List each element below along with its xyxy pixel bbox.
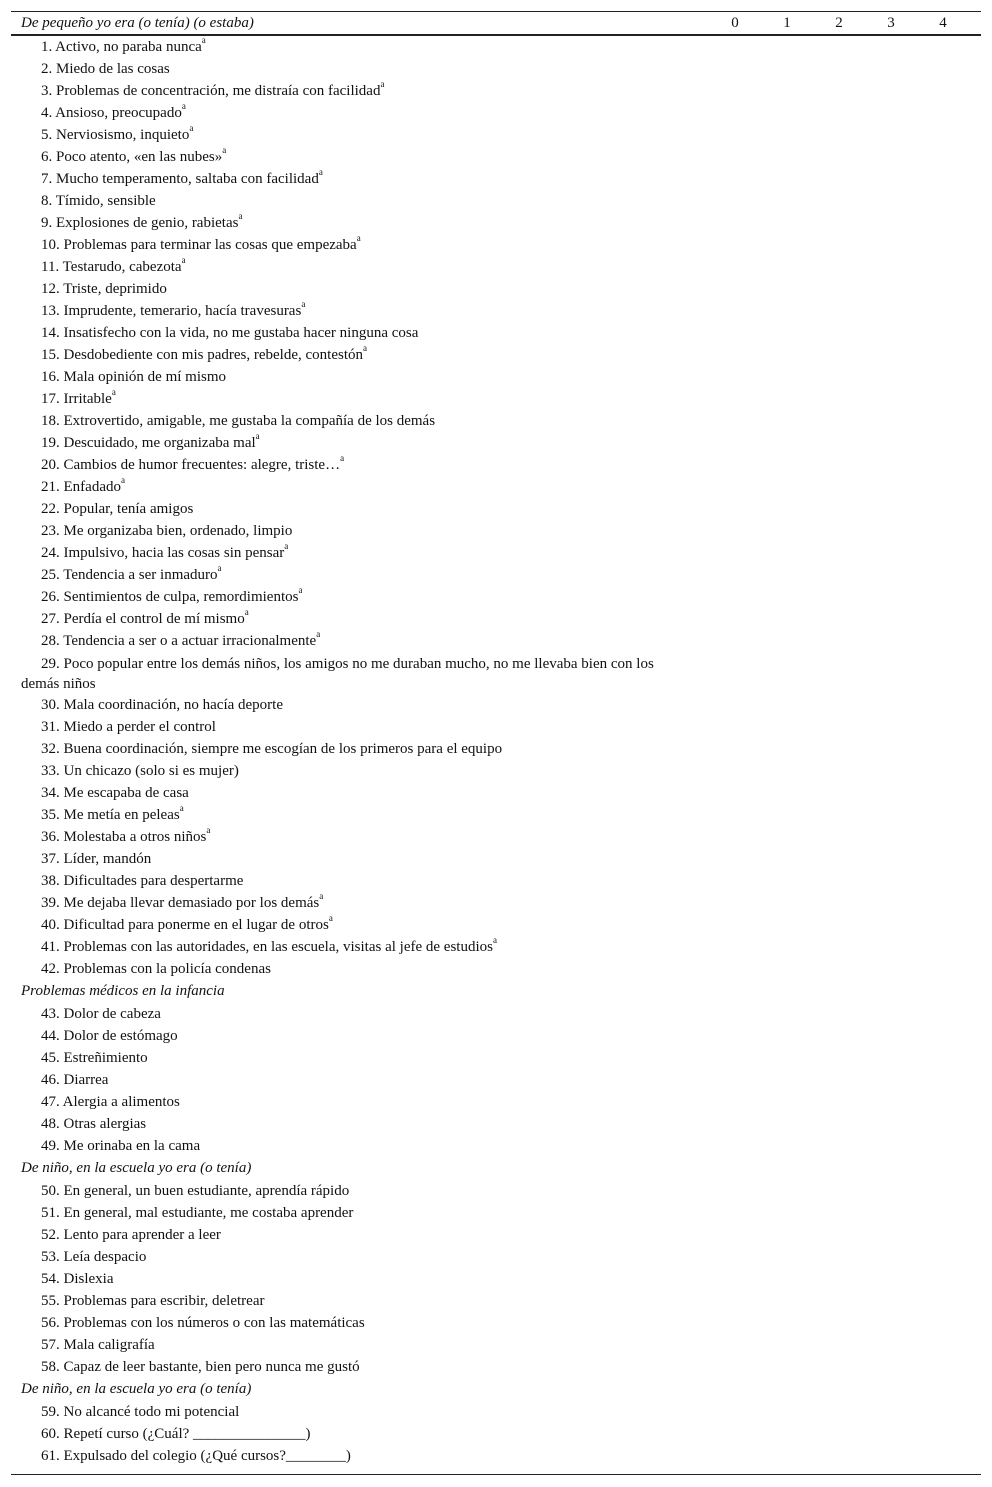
item-text: 22. Popular, tenía amigos [41,501,194,517]
table-row [0,652,992,694]
item-text: 45. Estreñimiento [41,1050,148,1066]
table-row [0,914,992,936]
footnote-mark: a [201,35,206,45]
item-text: 52. Lento para aprender a leer [41,1227,221,1243]
footnote-mark: a [179,803,184,813]
table-row [0,694,992,716]
footnote-mark: a [120,475,125,485]
item-text-continued: demás niños [21,676,96,692]
footnote-mark: a [318,167,323,177]
footnote-mark: a [356,233,361,243]
table-row [0,1312,992,1334]
table-bottom-rule [11,1474,981,1475]
table-row [0,124,992,146]
footnote-mark: a [255,431,260,441]
table-row [0,1268,992,1290]
footnote-mark: a [206,825,211,835]
item-text: 61. Expulsado del colegio (¿Qué cursos?________) [41,1448,351,1464]
table-row [0,388,992,410]
table-row [0,1401,992,1423]
table-row [0,1091,992,1113]
table-row [0,300,992,322]
item-text: 6. Poco atento, «en las nubes» [41,149,223,165]
footnote-mark: a [363,343,367,353]
table-row [0,848,992,870]
table-row [0,1003,992,1025]
table-row [0,936,992,958]
item-text: 5. Nerviosismo, inquieto [41,127,190,143]
table-row [0,102,992,124]
table-row [0,168,992,190]
table-row [0,870,992,892]
table-body [0,36,992,1467]
table-row [0,1290,992,1312]
table-row [0,498,992,520]
item-text: 49. Me orinaba en la cama [41,1138,201,1154]
item-text: 60. Repetí curso (¿Cuál? _______________) [41,1426,311,1442]
footnote-mark: a [492,935,497,945]
footnote-mark: a [244,607,249,617]
table-row [0,1202,992,1224]
item-text: 1. Activo, no paraba nunca [41,39,202,55]
footnote-mark: a [380,79,385,89]
section-heading: De niño, en la escuela yo era (o tenía) [21,1160,252,1176]
item-text: 14. Insatisfecho con la vida, no me gustaba hacer ninguna cosa [41,325,419,341]
footnote-mark: a [319,891,324,901]
table-row [0,344,992,366]
table-row [0,432,992,454]
item-text: 17. Irritable [41,391,112,407]
table-row [0,804,992,826]
item-text: 2. Miedo de las cosas [41,61,170,77]
footnote-mark: a [222,145,227,155]
table-row [0,322,992,344]
item-text: 48. Otras alergias [41,1116,147,1132]
item-text: 54. Dislexia [41,1271,114,1287]
item-text: 20. Cambios de humor frecuentes: alegre, triste… [41,457,341,473]
table-row [0,1423,992,1445]
table-row [0,1180,992,1202]
item-text: 56. Problemas con los números o con las matemáticas [41,1315,365,1331]
scale-4: 4 [939,15,947,31]
table-row [0,1069,992,1091]
table-row [0,366,992,388]
table-row [0,1113,992,1135]
item-text: 55. Problemas para escribir, deletrear [41,1293,265,1309]
item-text: 27. Perdía el control de mí mismo [41,611,245,627]
footnote-mark: a [328,913,333,923]
table-row [0,782,992,804]
item-text: 8. Tímido, sensible [41,193,156,209]
item-text: 19. Descuidado, me organizaba mal [41,435,256,451]
table-row [0,58,992,80]
item-text: 36. Molestaba a otros niños [41,829,207,845]
item-text: 51. En general, mal estudiante, me costaba aprender [41,1205,354,1221]
item-text: 46. Diarrea [41,1072,109,1088]
item-text: 9. Explosiones de genio, rabietas [41,215,239,231]
item-text: 18. Extrovertido, amigable, me gustaba la compañía de los demás [41,413,436,429]
table-row [0,410,992,432]
item-text: 42. Problemas con la policía condenas [41,961,271,977]
item-text: 12. Triste, deprimido [41,281,167,297]
item-text: 25. Tendencia a ser inmaduro [41,567,218,583]
item-text: 10. Problemas para terminar las cosas que empezaba [41,237,357,253]
item-text: 3. Problemas de concentración, me distraía con facilidad [41,83,381,99]
table-row [0,1025,992,1047]
footnote-mark: a [340,453,345,463]
item-text: 41. Problemas con las autoridades, en las escuela, visitas al jefe de estudios [41,939,493,955]
footnote-mark: a [284,541,289,551]
table-row [0,278,992,300]
footnote-mark: a [181,255,186,265]
item-text: 47. Alergia a alimentos [41,1094,180,1110]
table-row [0,630,992,652]
item-text: 44. Dolor de estómago [41,1028,178,1044]
item-text: 30. Mala coordinación, no hacía deporte [41,697,283,713]
item-text: 34. Me escapaba de casa [41,785,189,801]
item-text: 26. Sentimientos de culpa, remordimientos [41,589,299,605]
item-text: 21. Enfadado [41,479,121,495]
item-text: 57. Mala caligrafía [41,1337,155,1353]
scale-1: 1 [783,15,791,31]
item-text: 16. Mala opinión de mí mismo [41,369,226,385]
scale-0: 0 [731,15,739,31]
item-text: 33. Un chicazo (solo si es mujer) [41,763,239,779]
table-row [0,1246,992,1268]
item-text: 11. Testarudo, cabezota [41,259,182,275]
item-text: 13. Imprudente, temerario, hacía travesuras [41,303,302,319]
table-row [0,892,992,914]
item-text: 38. Dificultades para despertarme [41,873,244,889]
item-text: 4. Ansioso, preocupado [41,105,182,121]
item-text: 31. Miedo a perder el control [41,719,216,735]
table-header [11,12,981,34]
item-text: 37. Líder, mandón [41,851,152,867]
section-heading: Problemas médicos en la infancia [21,983,225,999]
table-row [0,454,992,476]
table-row [0,1334,992,1356]
table-row [0,738,992,760]
footnote-mark: a [189,123,194,133]
footnote-mark: a [111,387,116,397]
footnote-mark: a [238,211,243,221]
table-row [0,146,992,168]
table-row [0,234,992,256]
header-label: De pequeño yo era (o tenía) (o estaba) [21,15,254,31]
scale-3: 3 [887,15,895,31]
item-text: 40. Dificultad para ponerme en el lugar de otros [41,917,329,933]
item-text: 35. Me metía en peleas [41,807,180,823]
footnote-mark: a [298,585,303,595]
scale-2: 2 [835,15,843,31]
table-row [0,520,992,542]
item-text: 59. No alcancé todo mi potencial [41,1404,240,1420]
table-row [0,586,992,608]
footnote-mark: a [181,101,186,111]
item-text: 7. Mucho temperamento, saltaba con facilidad [41,171,319,187]
item-text: 58. Capaz de leer bastante, bien pero nunca me gustó [41,1359,360,1375]
table-row [0,1224,992,1246]
item-text: 28. Tendencia a ser o a actuar irracionalmente [41,633,317,649]
item-text: 15. Desdobediente con mis padres, rebelde, contestón [41,347,363,363]
table-row [0,1356,992,1378]
table-row [0,716,992,738]
item-text: 39. Me dejaba llevar demasiado por los demás [41,895,320,911]
table-row [0,826,992,848]
item-text: 23. Me organizaba bien, ordenado, limpio [41,523,293,539]
table-row [0,760,992,782]
item-text: 43. Dolor de cabeza [41,1006,161,1022]
table-row [0,542,992,564]
footnote-mark: a [316,629,321,639]
footnote-mark: a [301,299,306,309]
item-text: 24. Impulsivo, hacia las cosas sin pensar [41,545,285,561]
item-text: 53. Leía despacio [41,1249,147,1265]
table-row [0,476,992,498]
table-row [0,80,992,102]
table-row [0,1135,992,1157]
footnote-mark: a [217,563,222,573]
section-heading: De niño, en la escuela yo era (o tenía) [21,1381,252,1397]
table-row [0,256,992,278]
table-row [0,608,992,630]
table-row [0,1047,992,1069]
table-row [0,958,992,980]
item-text: 29. Poco popular entre los demás niños, los amigos no me duraban mucho, no me llevaba bien con los [41,656,654,672]
table-row [0,212,992,234]
item-text: 32. Buena coordinación, siempre me escogían de los primeros para el equipo [41,741,503,757]
table-row [0,36,992,58]
table-row [0,190,992,212]
item-text: 50. En general, un buen estudiante, aprendía rápido [41,1183,350,1199]
table-row [0,1445,992,1467]
table-row [0,564,992,586]
